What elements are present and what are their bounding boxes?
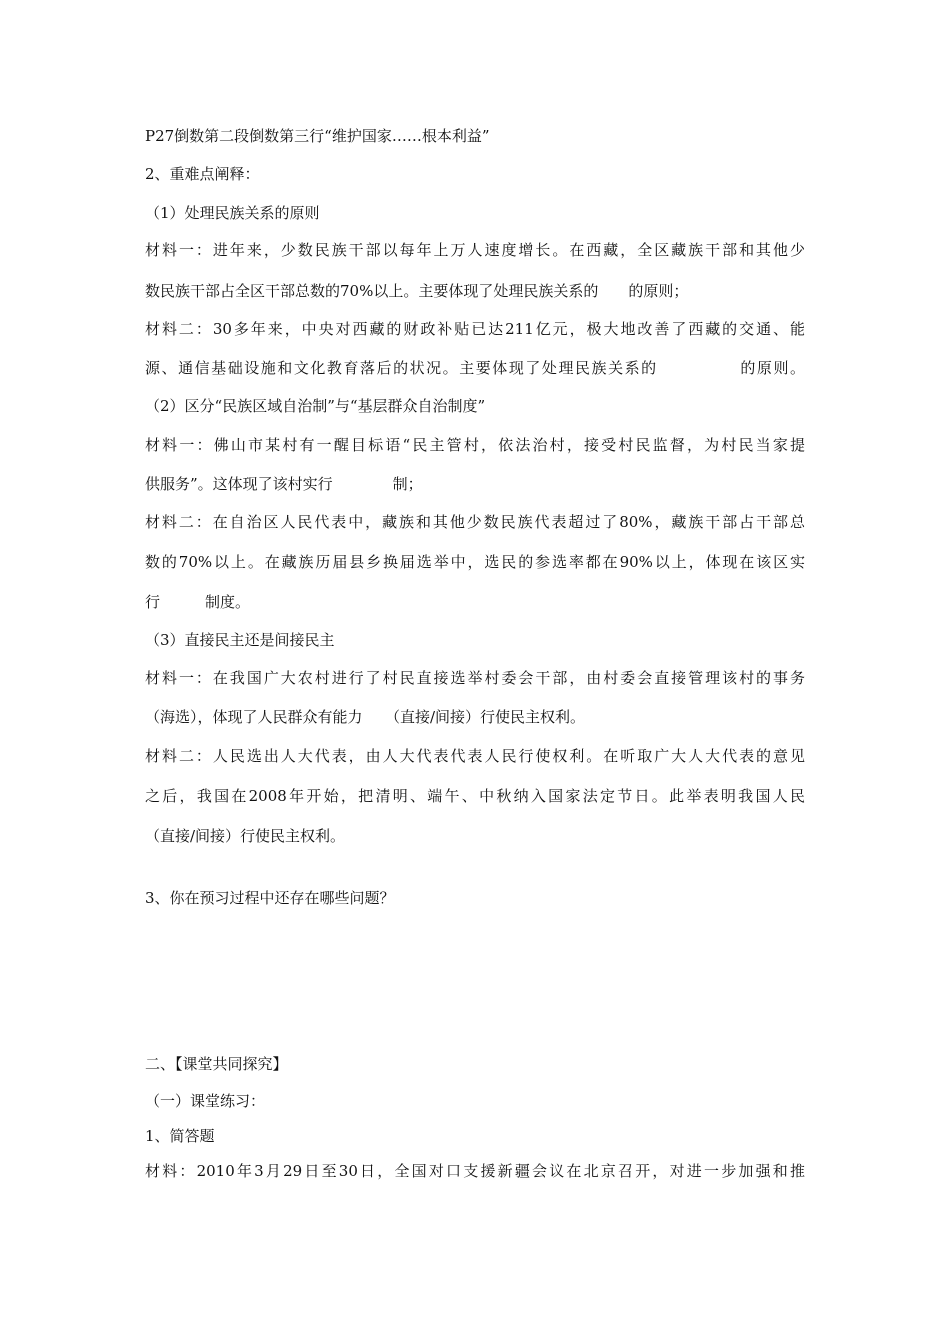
material-two-region-line-3: 行 制度。 [145,593,251,611]
material-two-congress-line-2: 之后，我国在2008年开始，把清明、端午、中秋纳入国家法定节日。此举表明我国人民 [145,787,805,805]
material-one-line-1: 材料一：进年来，少数民族干部以每年上万人速度增长。在西藏，全区藏族干部和其他少 [145,241,805,259]
subheading-practice: （一）课堂练习： [145,1092,266,1110]
material-one-village-line-2: 供服务”。这体现了该村实行 制； [145,475,423,493]
material-xinjiang-line-1: 材料：2010年3月29日至30日，全国对口支援新疆会议在北京召开，对进一步加强和推 [145,1162,805,1180]
material-two-region-line-1: 材料二：在自治区人民代表中，藏族和其他少数民族代表超过了80%，藏族干部占干部总 [145,513,805,531]
material-two-congress-line-1: 材料二：人民选出人大代表，由人大代表代表人民行使权利。在听取广大人大代表的意见 [145,747,805,765]
material-one-election-line-1: 材料一：在我国广大农村进行了村民直接选举村委会干部，由村委会直接管理该村的事务 [145,669,805,687]
material-two-congress-line-3: （直接/间接）行使民主权利。 [145,827,346,845]
material-one-election-line-2: （海选），体现了人民群众有能力 （直接/间接）行使民主权利。 [145,708,586,726]
section-heading-classroom: 二、【课堂共同探究】 [145,1055,288,1073]
subheading-short-answer: 1、简答题 [145,1127,215,1145]
subheading-direct-indirect: （3）直接民主还是间接民主 [145,631,335,649]
subheading-autonomy-systems: （2）区分“民族区域自治制”与“基层群众自治制度” [145,397,486,415]
text-line-reference: P27倒数第二段倒数第三行“维护国家……根本利益” [145,127,490,145]
material-two-line-1: 材料二：30多年来，中央对西藏的财政补贴已达211亿元，极大地改善了西藏的交通、能 [145,320,805,338]
material-two-region-line-2: 数的70%以上。在藏族历届县乡换届选举中，选民的参选率都在90%以上，体现在该区实 [145,553,805,571]
material-one-village-line-1: 材料一：佛山市某村有一醒目标语“民主管村，依法治村，接受村民监督，为村民当家提 [145,436,805,454]
material-two-line-2: 源、通信基础设施和文化教育落后的状况。主要体现了处理民族关系的 的原则。 [145,359,805,377]
question-prompt: 3、你在预习过程中还存在哪些问题？ [145,889,395,907]
subheading-ethnic-principles: （1）处理民族关系的原则 [145,204,320,222]
material-one-line-2: 数民族干部占全区干部总数的70%以上。主要体现了处理民族关系的 的原则； [145,282,689,300]
section-heading-key-points: 2、重难点阐释： [145,165,260,183]
